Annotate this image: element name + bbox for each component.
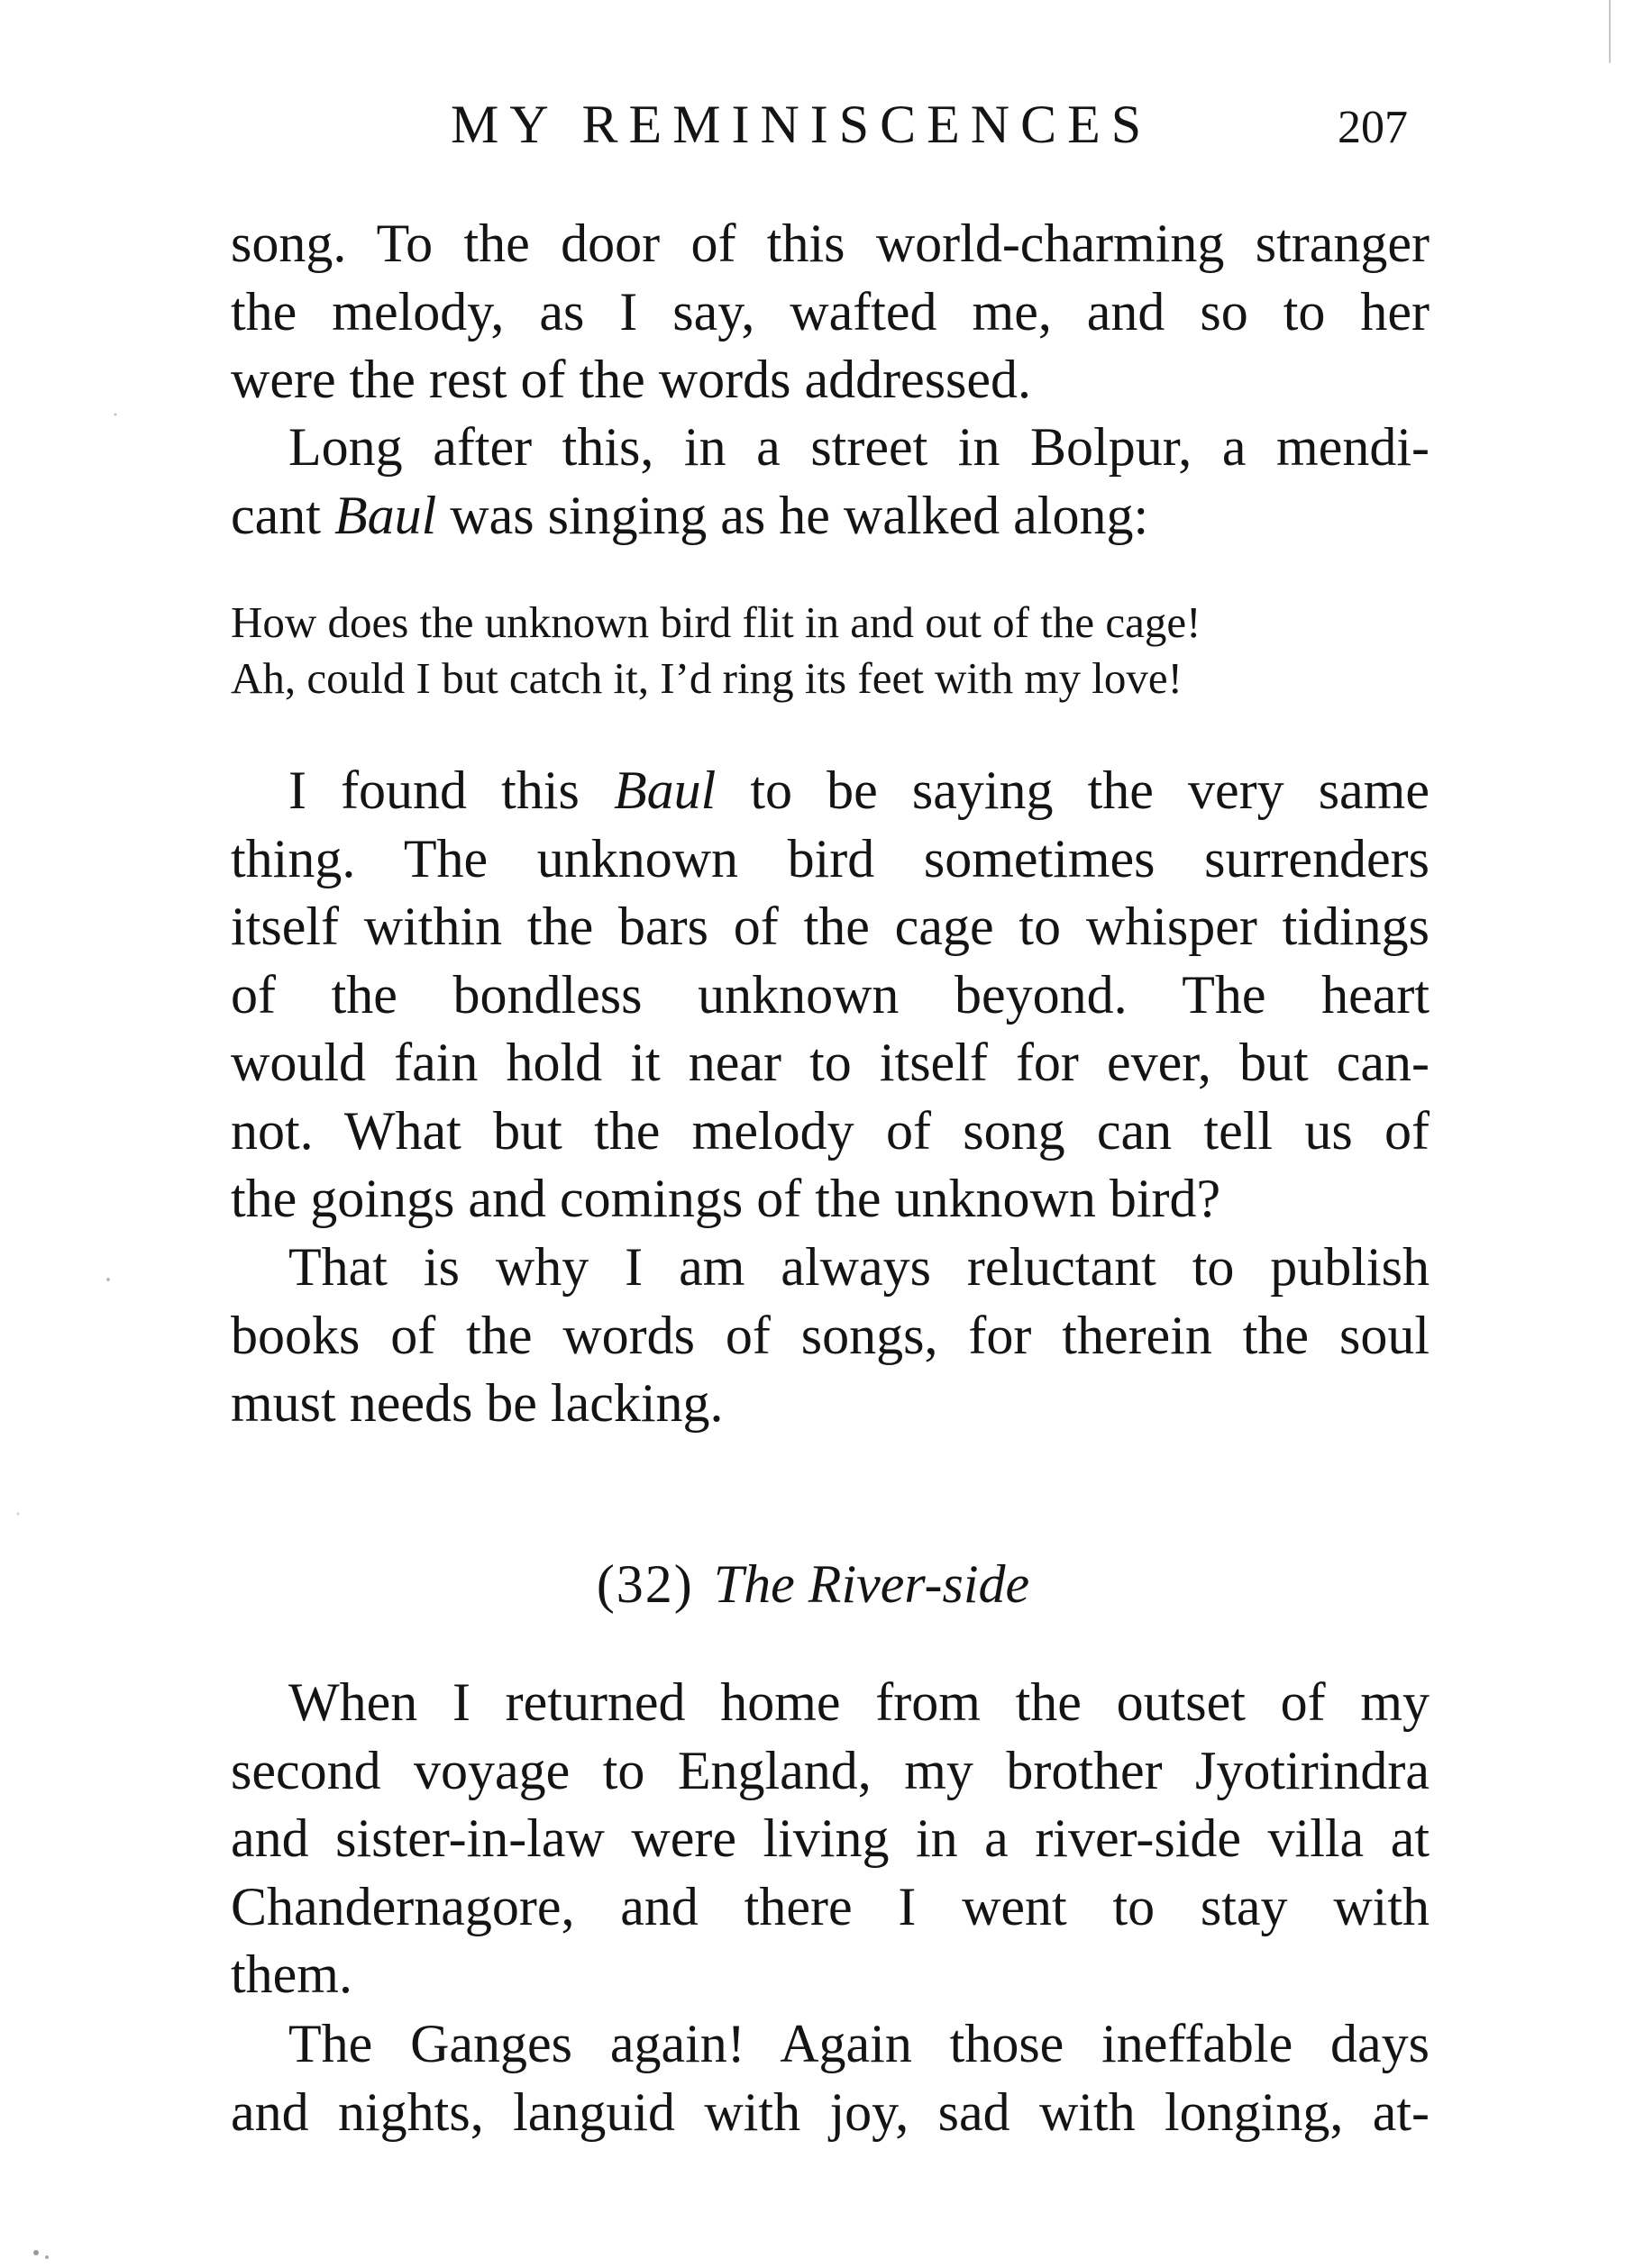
text-line: thing. The unknown bird sometimes surrenders xyxy=(231,828,1430,888)
text-line: second voyage to England, my brother Jyotirindra xyxy=(231,1740,1430,1800)
verse-line: Ah, could I but catch it, I’d ring its feet with my love! xyxy=(231,653,1183,703)
text-line: of the bondless unknown beyond. The heart xyxy=(231,964,1430,1025)
text-line: The Ganges again! Again those ineffable days xyxy=(288,2014,1430,2073)
text-run: was singing as he walked along: xyxy=(436,485,1149,545)
text-line: books of the words of songs, for therein the soul xyxy=(231,1305,1430,1365)
text-line: the goings and comings of the unknown bird? xyxy=(231,1169,1221,1228)
section-title: The River-side xyxy=(713,1554,1030,1614)
page-number: 207 xyxy=(1338,102,1408,153)
text-line: itself within the bars of the cage to whisper tidings xyxy=(231,897,1430,956)
speck xyxy=(33,2250,39,2255)
italic-word: Baul xyxy=(333,485,437,545)
text-line: Long after this, in a street in Bolpur, a mendi- xyxy=(288,417,1430,477)
speck xyxy=(114,414,117,416)
edge-mark xyxy=(1609,0,1611,63)
text-run: to be saying the very same xyxy=(716,761,1430,820)
text-line: When I returned home from the outset of my xyxy=(288,1672,1430,1732)
running-head: MY REMINISCENCES xyxy=(451,95,1153,154)
text-line: must needs be lacking. xyxy=(231,1373,724,1433)
text-line: were the rest of the words addressed. xyxy=(231,350,1032,409)
verse-line: How does the unknown bird flit in and out of the cage! xyxy=(231,597,1201,647)
text-line: the melody, as I say, wafted me, and so to her xyxy=(231,281,1430,342)
speck xyxy=(106,1278,110,1281)
speck xyxy=(45,2255,49,2259)
speck xyxy=(17,1513,20,1516)
italic-word: Baul xyxy=(613,761,717,820)
text-line: would fain hold it near to itself for ever, but can- xyxy=(231,1033,1430,1092)
text-line: song. To the door of this world-charming stranger xyxy=(231,214,1430,273)
text-line: and sister-in-law were living in a river-side villa at xyxy=(231,1808,1430,1868)
text-line: not. What but the melody of song can tell us of xyxy=(231,1100,1430,1161)
text-line: them. xyxy=(231,1945,352,2004)
text-line: and nights, languid with joy, sad with longing, at- xyxy=(231,2081,1430,2142)
text-line: That is why I am always reluctant to publish xyxy=(288,1237,1430,1297)
text-run: cant xyxy=(231,485,334,545)
text-line: Chandernagore, and there I went to stay with xyxy=(231,1876,1430,1936)
text-run: I found this xyxy=(288,761,614,820)
section-number: (32) xyxy=(596,1554,694,1614)
